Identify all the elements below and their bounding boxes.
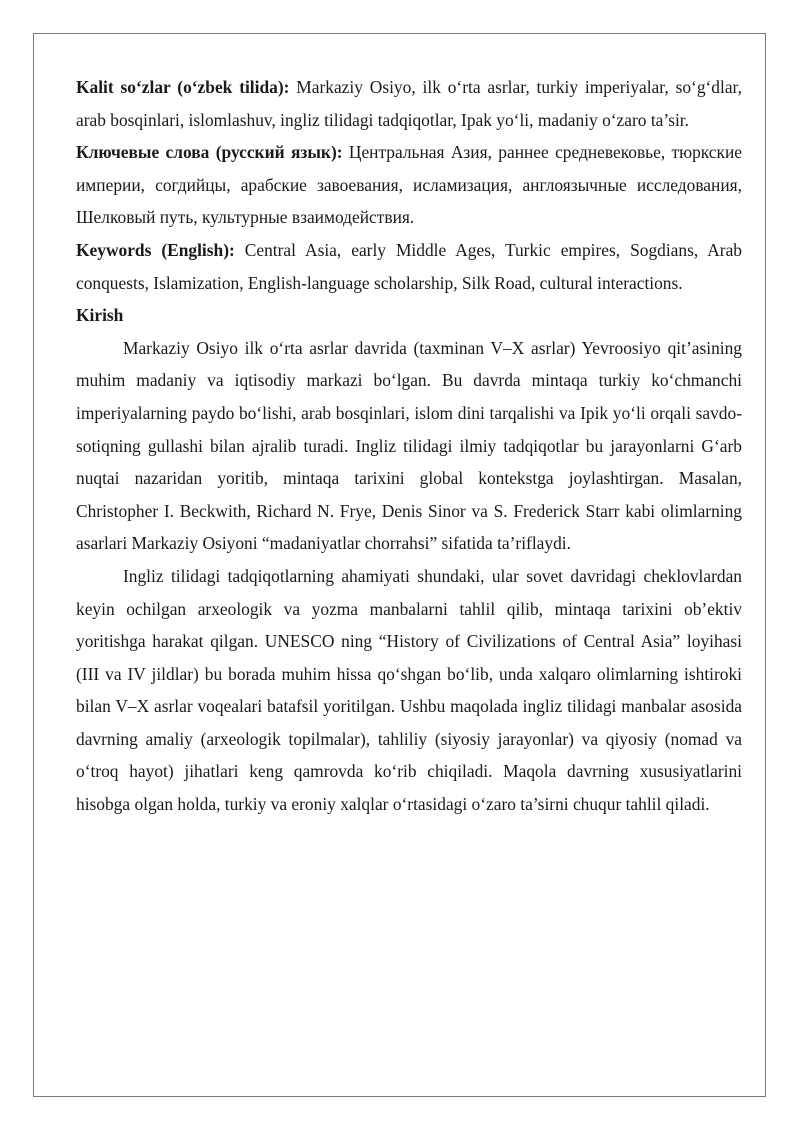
intro-paragraph-1: Markaziy Osiyo ilk o‘rta asrlar davrida (taxminan V–X asrlar) Yevroosiyo qit’asining muhim madaniy va iqtisodiy markazi bo‘lgan. Bu davrda mintaqa turkiy ko‘chmanchi imperiyalarning paydo bo‘lishi, arab bosqinlari, islom dini tarqalishi va Ipik yo‘li orqali savdo-sotiqning gullashi bilan ajralib turadi. Ingliz tilidagi ilmiy tadqiqotlar bu jarayonlarni G‘arb nuqtai nazaridan yoritib, mintaqa tarixini global kontekstga joylashtirgan. Masalan, Christopher I. Beckwith, Richard N. Frye, Denis Sinor va S. Frederick Starr kabi olimlarning asarlari Markaziy Osiyoni “madaniyatlar chorrahsi” sifatida ta’riflaydi. [76,337,742,554]
keywords-russian-label: Ключевые слова (русский язык): [76,142,343,163]
intro-paragraph-2: Ingliz tilidagi tadqiqotlarning ahamiyati shundaki, ular sovet davridagi cheklovlardan keyin ochilgan arxeologik va yozma manbalarni tahlil qilib, mintaqa tarixini ob’ektiv yoritishga harakat qilgan. UNESCO ning “History of Civilizations of Central Asia” loyihasi (III va IV jildlar) bu borada muhim hissa qo‘shgan bo‘lib, unda xalqaro olimlarning ishtiroki bilan V–X asrlar voqealari batafsil yoritilgan. Ushbu maqolada ingliz tilidagi manbalar asosida davrning amaliy (arxeologik topilmalar), tahliliy (siyosiy jarayonlar) va qiyosiy (nomad va o‘troq hayot) jihatlari keng qamrovda ko‘rib chiqiladi. Maqola davrning xususiyatlarini hisobga olgan holda, turkiy va eroniy xalqlar o‘rtasidagi o‘zaro ta’sirni chuqur tahlil qiladi. [76,565,742,815]
keywords-uzbek-text: Markaziy Osiyo, ilk o‘rta asrlar, turkiy imperiyalar, so‘g‘dlar, arab bosqinlari, islomlashuv, ingliz tilidagi tadqiqotlar, Ipak yo‘li, madaniy o‘zaro ta’sir. [76,77,742,130]
keywords-russian-text: Центральная Азия, раннее средневековье, тюркские империи, согдийцы, арабские завоевания, исламизация, англоязычные исследования, Шелковый путь, культурные взаимодействия. [76,142,743,228]
document-body [76,71,742,821]
keywords-english-text: Central Asia, early Middle Ages, Turkic empires, Sogdians, Arab conquests, Islamization, English-language scholarship, Silk Road, cultural interactions. [76,239,743,293]
keywords-uzbek-label: Kalit so‘zlar (o‘zbek tilida): [76,77,290,97]
keywords-russian [76,136,742,234]
keywords-uzbek [76,71,742,136]
keywords-english [76,234,742,299]
section-heading: Kirish [76,305,124,326]
keywords-english-label: Keywords (English): [76,239,235,260]
